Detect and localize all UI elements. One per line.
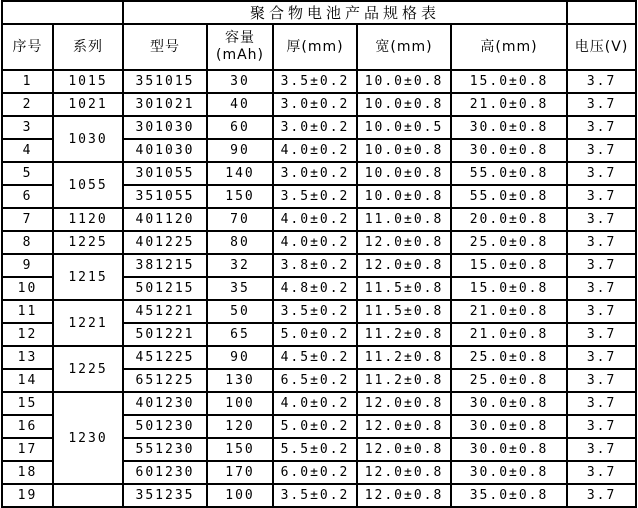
cell-model: 601230 (123, 461, 207, 484)
cell-width: 10.0±0.8 (357, 185, 451, 208)
cell-seq: 1 (2, 70, 53, 93)
table-row (2, 254, 636, 277)
cell-series: 1015 (53, 70, 123, 93)
cell-seq: 13 (2, 346, 53, 369)
data-rows (2, 70, 636, 507)
cell-width: 12.0±0.8 (357, 231, 451, 254)
cell-height: 30.0±0.8 (451, 116, 567, 139)
cell-thickness: 6.5±0.2 (273, 369, 357, 392)
column-header-capacity (207, 24, 273, 70)
cell-height: 21.0±0.8 (451, 93, 567, 116)
cell-height: 20.0±0.8 (451, 208, 567, 231)
column-header-series: 系列 (53, 24, 123, 70)
cell-height: 55.0±0.8 (451, 185, 567, 208)
cell-model: 501215 (123, 277, 207, 300)
cell-capacity: 40 (207, 93, 273, 116)
table-row (2, 392, 636, 415)
cell-capacity: 150 (207, 438, 273, 461)
title-row (2, 1, 636, 24)
cell-capacity: 130 (207, 369, 273, 392)
cell-series: 1225 (53, 346, 123, 392)
cell-thickness: 3.5±0.2 (273, 300, 357, 323)
cell-voltage: 3.7 (567, 162, 636, 185)
table-row (2, 208, 636, 231)
cell-voltage: 3.7 (567, 346, 636, 369)
cell-voltage: 3.7 (567, 93, 636, 116)
cell-series: 1120 (53, 208, 123, 231)
cell-thickness: 5.5±0.2 (273, 438, 357, 461)
cell-model: 651225 (123, 369, 207, 392)
cell-height: 25.0±0.8 (451, 369, 567, 392)
cell-width: 12.0±0.8 (357, 461, 451, 484)
cell-capacity: 80 (207, 231, 273, 254)
table-row (2, 116, 636, 139)
cell-width: 11.2±0.8 (357, 369, 451, 392)
cell-series (53, 484, 123, 507)
cell-model: 301055 (123, 162, 207, 185)
cell-capacity: 65 (207, 323, 273, 346)
cell-seq: 12 (2, 323, 53, 346)
cell-height: 15.0±0.8 (451, 254, 567, 277)
cell-series: 1030 (53, 116, 123, 162)
column-header-voltage: 电压(V) (567, 24, 636, 70)
cell-height: 55.0±0.8 (451, 162, 567, 185)
column-header-thickness: 厚(mm) (273, 24, 357, 70)
cell-seq: 5 (2, 162, 53, 185)
cell-thickness: 4.5±0.2 (273, 346, 357, 369)
cell-thickness: 6.0±0.2 (273, 461, 357, 484)
cell-width: 11.5±0.8 (357, 277, 451, 300)
cell-seq: 8 (2, 231, 53, 254)
cell-voltage: 3.7 (567, 392, 636, 415)
cell-thickness: 5.0±0.2 (273, 415, 357, 438)
cell-model: 401225 (123, 231, 207, 254)
cell-voltage: 3.7 (567, 185, 636, 208)
cell-width: 10.0±0.8 (357, 70, 451, 93)
cell-seq: 6 (2, 185, 53, 208)
column-header-capacity-unit: (mAh) (215, 47, 264, 63)
cell-width: 12.0±0.8 (357, 415, 451, 438)
column-header-model: 型号 (123, 24, 207, 70)
cell-capacity: 30 (207, 70, 273, 93)
cell-voltage: 3.7 (567, 70, 636, 93)
cell-thickness: 3.8±0.2 (273, 254, 357, 277)
cell-thickness: 4.8±0.2 (273, 277, 357, 300)
cell-seq: 16 (2, 415, 53, 438)
cell-voltage: 3.7 (567, 484, 636, 507)
cell-height: 30.0±0.8 (451, 139, 567, 162)
cell-seq: 19 (2, 484, 53, 507)
title-corner-left-cell (2, 1, 123, 24)
cell-width: 11.0±0.8 (357, 208, 451, 231)
cell-model: 351055 (123, 185, 207, 208)
cell-capacity: 60 (207, 116, 273, 139)
cell-width: 12.0±0.8 (357, 392, 451, 415)
cell-thickness: 3.5±0.2 (273, 70, 357, 93)
cell-seq: 9 (2, 254, 53, 277)
table-row (2, 70, 636, 93)
cell-capacity: 32 (207, 254, 273, 277)
table-row (2, 231, 636, 254)
cell-seq: 3 (2, 116, 53, 139)
cell-model: 501221 (123, 323, 207, 346)
cell-seq: 4 (2, 139, 53, 162)
cell-seq: 10 (2, 277, 53, 300)
column-header-width: 宽(mm) (357, 24, 451, 70)
cell-width: 11.5±0.8 (357, 300, 451, 323)
cell-thickness: 5.0±0.2 (273, 323, 357, 346)
cell-model: 351015 (123, 70, 207, 93)
cell-series: 1215 (53, 254, 123, 300)
cell-height: 30.0±0.8 (451, 438, 567, 461)
cell-width: 10.0±0.8 (357, 139, 451, 162)
cell-model: 301021 (123, 93, 207, 116)
cell-capacity: 70 (207, 208, 273, 231)
cell-thickness: 3.5±0.2 (273, 484, 357, 507)
column-header-seq: 序号 (2, 24, 53, 70)
cell-height: 25.0±0.8 (451, 231, 567, 254)
cell-seq: 15 (2, 392, 53, 415)
cell-capacity: 100 (207, 484, 273, 507)
cell-thickness: 3.0±0.2 (273, 93, 357, 116)
cell-width: 10.0±0.5 (357, 116, 451, 139)
cell-capacity: 90 (207, 346, 273, 369)
cell-series: 1225 (53, 231, 123, 254)
cell-width: 10.0±0.8 (357, 93, 451, 116)
cell-height: 35.0±0.8 (451, 484, 567, 507)
table-row (2, 346, 636, 369)
cell-capacity: 140 (207, 162, 273, 185)
cell-voltage: 3.7 (567, 438, 636, 461)
cell-voltage: 3.7 (567, 277, 636, 300)
cell-voltage: 3.7 (567, 254, 636, 277)
cell-model: 451221 (123, 300, 207, 323)
cell-height: 30.0±0.8 (451, 392, 567, 415)
cell-voltage: 3.7 (567, 116, 636, 139)
cell-series: 1230 (53, 392, 123, 484)
cell-capacity: 35 (207, 277, 273, 300)
cell-height: 30.0±0.8 (451, 461, 567, 484)
cell-seq: 14 (2, 369, 53, 392)
cell-thickness: 4.0±0.2 (273, 208, 357, 231)
cell-voltage: 3.7 (567, 415, 636, 438)
cell-voltage: 3.7 (567, 139, 636, 162)
cell-model: 301030 (123, 116, 207, 139)
column-header-capacity-label: 容量 (225, 30, 255, 46)
cell-capacity: 100 (207, 392, 273, 415)
cell-capacity: 170 (207, 461, 273, 484)
cell-capacity: 50 (207, 300, 273, 323)
battery-spec-table (1, 0, 637, 508)
cell-thickness: 3.0±0.2 (273, 116, 357, 139)
table-row (2, 484, 636, 507)
cell-thickness: 4.0±0.2 (273, 231, 357, 254)
table-row (2, 93, 636, 116)
cell-capacity: 120 (207, 415, 273, 438)
cell-series: 1021 (53, 93, 123, 116)
cell-model: 551230 (123, 438, 207, 461)
cell-series: 1055 (53, 162, 123, 208)
cell-height: 21.0±0.8 (451, 323, 567, 346)
title-corner-right-cell (567, 1, 636, 24)
cell-model: 401230 (123, 392, 207, 415)
cell-capacity: 90 (207, 139, 273, 162)
column-header-row (2, 24, 636, 70)
cell-height: 25.0±0.8 (451, 346, 567, 369)
cell-height: 30.0±0.8 (451, 415, 567, 438)
cell-model: 351235 (123, 484, 207, 507)
cell-thickness: 4.0±0.2 (273, 139, 357, 162)
cell-width: 12.0±0.8 (357, 254, 451, 277)
cell-thickness: 3.0±0.2 (273, 162, 357, 185)
cell-height: 15.0±0.8 (451, 70, 567, 93)
cell-voltage: 3.7 (567, 323, 636, 346)
column-header-height: 高(mm) (451, 24, 567, 70)
cell-seq: 11 (2, 300, 53, 323)
cell-voltage: 3.7 (567, 231, 636, 254)
cell-voltage: 3.7 (567, 369, 636, 392)
cell-height: 21.0±0.8 (451, 300, 567, 323)
cell-width: 12.0±0.8 (357, 484, 451, 507)
cell-model: 451225 (123, 346, 207, 369)
cell-series: 1221 (53, 300, 123, 346)
cell-width: 12.0±0.8 (357, 438, 451, 461)
cell-seq: 2 (2, 93, 53, 116)
cell-seq: 17 (2, 438, 53, 461)
table-title: 聚合物电池产品规格表 (123, 1, 567, 24)
cell-width: 11.2±0.8 (357, 323, 451, 346)
cell-seq: 7 (2, 208, 53, 231)
cell-model: 501230 (123, 415, 207, 438)
cell-model: 401120 (123, 208, 207, 231)
cell-width: 11.2±0.8 (357, 346, 451, 369)
cell-voltage: 3.7 (567, 461, 636, 484)
cell-model: 381215 (123, 254, 207, 277)
cell-thickness: 4.0±0.2 (273, 392, 357, 415)
cell-voltage: 3.7 (567, 300, 636, 323)
cell-width: 10.0±0.8 (357, 162, 451, 185)
cell-thickness: 3.5±0.2 (273, 185, 357, 208)
cell-seq: 18 (2, 461, 53, 484)
cell-height: 15.0±0.8 (451, 277, 567, 300)
cell-model: 401030 (123, 139, 207, 162)
cell-capacity: 150 (207, 185, 273, 208)
table-row (2, 300, 636, 323)
cell-voltage: 3.7 (567, 208, 636, 231)
table-row (2, 162, 636, 185)
